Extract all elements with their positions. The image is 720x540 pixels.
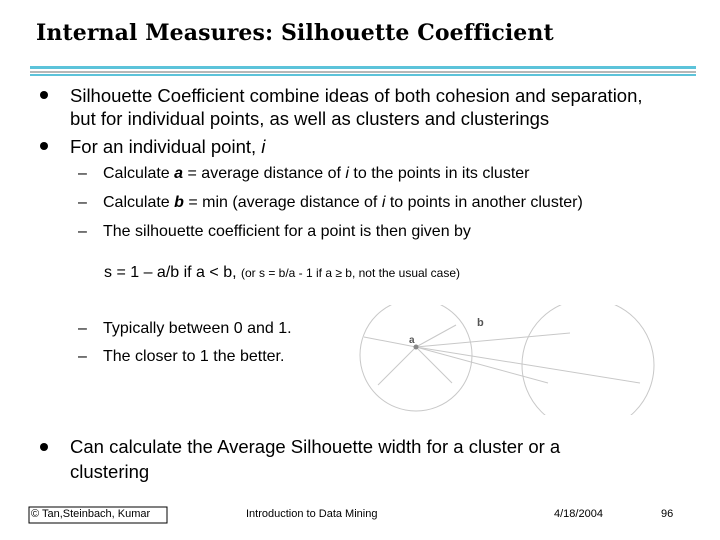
bullet-dot-icon [40, 142, 48, 150]
sub-1-text-b: = average distance of [183, 165, 346, 182]
sub-bullet-4: Typically between 0 and 1. [103, 320, 292, 337]
sub-2-text-b: = min (average distance of [183, 194, 382, 211]
sub-bullet-5: The closer to 1 the better. [103, 348, 285, 365]
sub-1-text-a: Calculate [103, 165, 175, 182]
bullet-2-text: For an individual point, [70, 136, 262, 157]
diagram-label-b: b [477, 317, 484, 329]
bullet-2 [70, 135, 265, 158]
silhouette-diagram [356, 305, 696, 415]
title-rule-middle [30, 71, 696, 73]
bullet-3-line-1: Can calculate the Average Silhouette width for a cluster or a [70, 436, 561, 457]
silhouette-formula [104, 264, 460, 282]
formula-main: s = 1 – a/b if a < b, [104, 264, 241, 281]
footer-page-number: 96 [661, 508, 674, 520]
distance-line [416, 333, 570, 347]
distance-line [378, 347, 416, 385]
formula-alt-1: (or s = b/a - 1 if a [240, 266, 336, 280]
formula-alt-2: b, not the usual case) [341, 266, 461, 280]
bullet-3-line-2: clustering [70, 461, 150, 482]
footer-copyright: © Tan,Steinbach, Kumar [31, 508, 151, 520]
sub-1-var-a: a [174, 165, 184, 182]
sub-2-var-b: b [174, 194, 184, 211]
bullet-dot-icon [40, 443, 48, 451]
sub-1-text-c: to the points in its cluster [348, 165, 530, 182]
sub-bullet-1 [103, 165, 529, 183]
sub-2-var-i: i [381, 194, 386, 211]
footer-course: Introduction to Data Mining [246, 508, 378, 520]
bullet-2-var: i [261, 136, 266, 157]
sub-bullet-2 [103, 194, 583, 212]
footer-date: 4/18/2004 [554, 508, 603, 520]
sub-1-var-i: i [345, 165, 349, 182]
sub-2-text-a: Calculate [103, 194, 175, 211]
sub-dash: – [78, 320, 87, 337]
bullet-dot-icon [40, 91, 48, 99]
slide-title: Internal Measures: Silhouette Coefficient [36, 20, 554, 46]
formula-ge-symbol: ≥ [335, 266, 342, 280]
bullet-1-line-1: Silhouette Coefficient combine ideas of both cohesion and separation, [70, 85, 643, 106]
sub-dash: – [78, 194, 87, 211]
diagram-label-a: a [409, 335, 415, 346]
sub-dash: – [78, 348, 87, 365]
sub-dash: – [78, 165, 87, 182]
sub-dash: – [78, 223, 87, 240]
title-rule-top [30, 66, 696, 69]
title-rule-bottom [30, 74, 696, 76]
sub-bullet-3: The silhouette coefficient for a point is then given by [103, 223, 471, 240]
bullet-1-line-2: but for individual points, as well as clusters and clusterings [70, 108, 550, 129]
sub-2-text-c: to points in another cluster) [385, 194, 583, 211]
other-cluster-circle [522, 305, 654, 415]
